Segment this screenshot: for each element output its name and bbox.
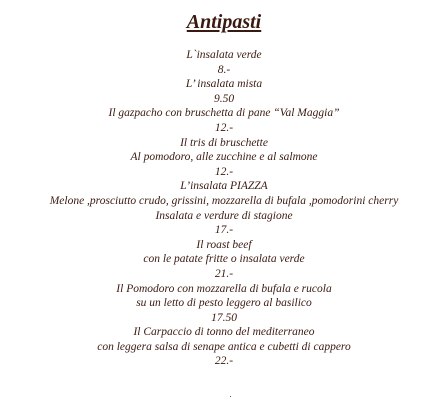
menu-item-text: Insalata e verdure di stagione <box>155 209 293 222</box>
menu-price: 22.- <box>214 355 234 368</box>
menu-price: 17.- <box>214 224 234 237</box>
menu-item-text: con leggera salsa di senape antica e cubetti di cappero <box>97 340 351 353</box>
menu-price: 17.50 <box>211 311 237 324</box>
menu-price: 21.- <box>214 267 234 280</box>
menu-item-text: con le patate fritte o insalata verde <box>143 253 305 266</box>
menu-item-text: L`insalata verde <box>186 49 262 61</box>
menu-section <box>0 9 448 369</box>
menu-item-text: Al pomodoro, alle zucchine e al salmone <box>130 151 318 164</box>
menu-item-text: su un letto di pesto leggero al basilico <box>136 297 312 310</box>
menu-item-text: Il roast beef <box>196 238 252 251</box>
section-title: Antipasti <box>186 11 262 33</box>
menu-item-text: Il Pomodoro con mozzarella di bufala e rucola <box>116 282 332 295</box>
menu-item-text: L’insalata PIAZZA <box>180 180 268 193</box>
menu-items <box>0 48 448 369</box>
page-speck <box>230 396 231 397</box>
menu-price: 12.- <box>214 121 234 134</box>
menu-item-text: Il tris di bruschette <box>180 136 268 149</box>
menu-price: 12.- <box>214 165 234 178</box>
menu-item-text: Il Carpaccio di tonno del mediterraneo <box>133 326 315 339</box>
menu-item-text: Il gazpacho con bruschetta di pane “Val Maggia” <box>108 107 340 120</box>
menu-price: 8.- <box>217 63 231 76</box>
menu-item-text: L’ insalata mista <box>185 78 263 91</box>
menu-price: 9.50 <box>213 92 235 105</box>
menu-item-text: Melone ,prosciutto crudo, grissini, mozzarella di bufala ,pomodorini cherry <box>49 194 399 207</box>
